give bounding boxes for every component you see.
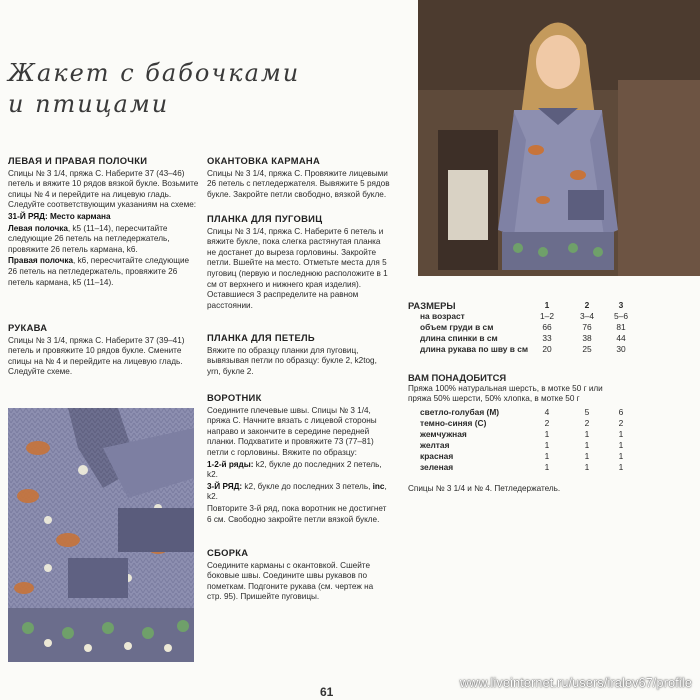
row-value: 4 <box>544 406 550 417</box>
row-value: 1 <box>584 428 590 439</box>
row-value: 66 <box>542 322 552 332</box>
paragraph: Соедините плечевые швы. Спицы № 3 1/4, пряжа С. Начните вязать с лицевой стороны направо и закончите в середине передней планки. Подхватите и провяжите 73 (77–81) петли с горловины. Вяжите по образцу: <box>207 405 377 457</box>
size-col-3: 3 <box>618 300 624 310</box>
table-row <box>408 429 690 440</box>
paragraph: Спицы № 3 1/4, пряжа С. Наберите 37 (39–41) петель и провяжите 10 рядов букле. Смените спицы на № 4 и перейдите на лицевую гладь. Следуйте схеме. <box>8 335 185 377</box>
row-label: темно-синяя (С) <box>420 417 487 428</box>
page-number: 61 <box>320 685 334 699</box>
right-front-instruction: Правая полочка, k6, пересчитайте следующие 26 петель на петледержатель, провяжите 26 петель кармана, k5 (11–14). <box>8 256 190 287</box>
section-assembly <box>207 548 390 604</box>
materials-rows <box>408 407 690 473</box>
section-heading: СБОРКА <box>207 547 249 558</box>
row-value: 25 <box>582 344 592 354</box>
table-row <box>408 344 690 355</box>
row-value: 33 <box>542 333 552 343</box>
paragraph: Вяжите по образцу планки для пуговиц, вывязывая петли по образцу: букле 2, k2tog, yrn, букле 2. <box>207 345 377 376</box>
title-line-1: Жакет с бабочками <box>8 59 301 87</box>
section-heading: ОКАНТОВКА КАРМАНА <box>207 155 321 166</box>
table-row <box>408 311 690 322</box>
row-value: 38 <box>582 333 592 343</box>
row-value: 76 <box>582 322 592 332</box>
row-label: объем груди в см <box>420 322 494 332</box>
row-value: 1 <box>618 461 624 472</box>
table-row <box>408 451 690 462</box>
sizes-rows <box>408 311 690 355</box>
page-title <box>8 58 308 120</box>
row-value: 2 <box>544 417 550 428</box>
paragraph: Спицы № 3 1/4, пряжа С. Наберите 37 (43–46) петель и вяжите 10 рядов вязкой букле. Возьмите спицы № 4 и перейдите на лицевую гладь. Следуйте соответствующим указаниям на схеме: <box>8 168 199 210</box>
row-value: 2 <box>584 417 590 428</box>
row-value: 1 <box>544 439 550 450</box>
row-value: 44 <box>616 333 626 343</box>
row-label: светло-голубая (М) <box>420 406 500 417</box>
row-value: 1 <box>618 428 624 439</box>
row-value: 1 <box>584 439 590 450</box>
row-value: 5–6 <box>614 311 628 321</box>
collar-rows-1-2: 1-2-й ряды: k2, букле до последних 2 петель, k2. <box>207 459 382 480</box>
row-value: 6 <box>618 406 624 417</box>
sizes-heading: РАЗМЕРЫ <box>408 300 456 311</box>
section-heading: ПЛАНКА ДЛЯ ПЕТЕЛЬ <box>207 332 315 343</box>
row-value: 1 <box>618 450 624 461</box>
materials-section <box>408 372 690 494</box>
materials-heading: ВАМ ПОНАДОБИТСЯ <box>408 372 507 383</box>
row-value: 1 <box>544 428 550 439</box>
row-value: 1 <box>544 450 550 461</box>
section-heading: РУКАВА <box>8 322 48 333</box>
paragraph: Повторите 3-й ряд, пока воротник не достигнет 6 см. Свободно закройте петли вязкой букле. <box>207 503 387 524</box>
row-label: жемчужная <box>420 428 467 439</box>
size-col-1: 1 <box>544 300 550 310</box>
row-label: красная <box>420 450 454 461</box>
sizes-table <box>408 300 690 355</box>
materials-footer: Спицы № 3 1/4 и № 4. Петледержатель. <box>408 483 561 493</box>
section-heading: ПЛАНКА ДЛЯ ПУГОВИЦ <box>207 213 323 224</box>
row-value: 1 <box>584 450 590 461</box>
table-row <box>408 322 690 333</box>
table-row <box>408 407 690 418</box>
section-buttonhole <box>207 333 390 378</box>
section-buttonband <box>207 214 390 312</box>
row-value: 1–2 <box>540 311 554 321</box>
row-label: зеленая <box>420 461 454 472</box>
row-value: 5 <box>584 406 590 417</box>
section-heading: ВОРОТНИК <box>207 392 262 403</box>
row-value: 20 <box>542 344 552 354</box>
row-value: 3–4 <box>580 311 594 321</box>
row-value: 1 <box>584 461 590 472</box>
row-label: длина рукава по шву в см <box>420 344 529 354</box>
section-fronts <box>8 156 200 289</box>
watermark-url: www.liveinternet.ru/users/iralev67/profile <box>459 676 692 690</box>
paragraph: Соедините карманы с окантовкой. Сшейте боковые швы. Соедините швы рукавов по пометкам. Подгоните рукава (см. чертеж на стр. 95). Пришейте пуговицы. <box>207 560 374 602</box>
section-collar <box>207 393 390 526</box>
row-value: 1 <box>618 439 624 450</box>
paragraph: Спицы № 3 1/4, пряжа С. Наберите 6 петель и вяжите букле, пока слегка растянутая планка не достанет до выреза горловины. Закройте петли. Вшейте на место. Отметьте места для 5 пуговиц (первую и последнюю расположите в 1 см от верхнего и нижнего края изделия). Оставшиеся 3 распределите на равном расстоянии. <box>207 226 388 310</box>
row-label: на возраст <box>420 311 465 321</box>
collar-row-3: 3-Й РЯД: k2, букле до последних 3 петель, inc, k2. <box>207 481 387 502</box>
table-row <box>408 440 690 451</box>
row-31: 31-Й РЯД: Место кармана <box>8 211 111 221</box>
row-value: 2 <box>618 417 624 428</box>
row-label: длина спинки в см <box>420 333 498 343</box>
table-row <box>408 333 690 344</box>
row-value: 81 <box>616 322 626 332</box>
table-row <box>408 418 690 429</box>
row-value: 1 <box>544 461 550 472</box>
section-sleeves <box>8 323 200 379</box>
section-pocket <box>207 156 390 201</box>
section-heading: ЛЕВАЯ И ПРАВАЯ ПОЛОЧКИ <box>8 155 148 166</box>
materials-intro: Пряжа 100% натуральная шерсть, в мотке 50 г или пряжа 50% шерсти, 50% хлопка, в мотке 50 г <box>408 384 603 404</box>
title-line-2: и птицами <box>8 90 170 118</box>
sizes-header-row <box>408 300 690 311</box>
size-col-2: 2 <box>584 300 590 310</box>
sweater-detail-photo <box>8 408 194 662</box>
left-front-instruction: Левая полочка, k5 (11–14), пересчитайте следующие 26 петель на петледержатель, провяжите 26 петель кармана, k6. <box>8 223 170 254</box>
girl-photo <box>418 0 700 276</box>
table-row <box>408 462 690 473</box>
row-value: 30 <box>616 344 626 354</box>
row-label: желтая <box>420 439 450 450</box>
paragraph: Спицы № 3 1/4, пряжа С. Провяжите лицевыми 26 петель с петледержателя. Вывяжите 5 рядов букле. Закройте петли свободно, вязкой букле. <box>207 168 390 199</box>
